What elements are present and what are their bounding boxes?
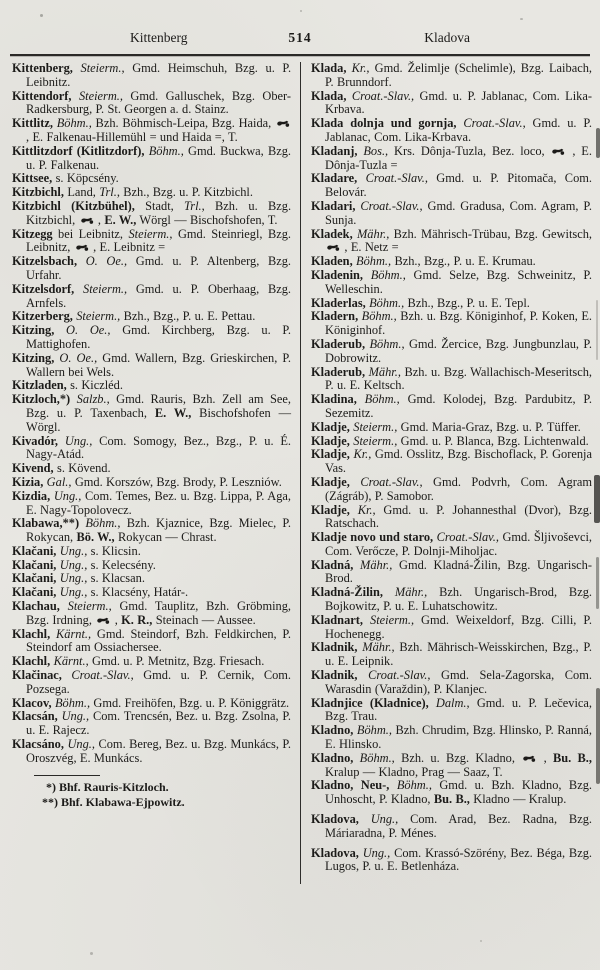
gazetteer-entry — [12, 669, 291, 697]
entry-text: Com. Trencsén, Bez. u. Bzg. Zsolna, P. u. E. Rajecz. — [26, 709, 292, 738]
entry-headword: Kladerlas, — [311, 295, 366, 310]
posthorn-icon — [276, 119, 290, 128]
entry-text: , E. Falkenau-Hillemühl = und Haida =, T. — [26, 129, 238, 144]
entry-headword: Kladerub, — [311, 336, 366, 351]
gazetteer-entry — [311, 338, 592, 366]
entry-headword: Bu. B., — [433, 792, 470, 807]
scan-artifact — [594, 475, 600, 523]
entry-region: Ung., — [358, 845, 391, 860]
entry-text: Gmd. u. P. Oberhaag, Bzg. Arnfels. — [26, 281, 292, 310]
gazetteer-entry — [12, 324, 291, 352]
entry-region: Ung., — [50, 488, 82, 503]
entry-region: Trl. — [99, 185, 117, 200]
entry-text: Gmd. Želimlje (Schelimle), Bzg. Laibach, P. Brunndorf. — [325, 61, 592, 89]
gazetteer-entry — [12, 586, 291, 600]
entry-text: Com. Somogy, Bez., Bzg., P. u. É. Nagy-Atád. — [26, 433, 292, 462]
entry-headword: Kladje, — [311, 419, 350, 434]
gazetteer-entry — [12, 490, 291, 518]
entry-headword: Kittendorf, — [12, 88, 72, 103]
entry-text: Gmd. u. P. Jablanac, Com. Lika-Krbava. — [325, 116, 592, 144]
gazetteer-entry — [311, 269, 592, 297]
entry-region: Ung., — [56, 571, 88, 586]
entry-region: Böhm., — [144, 143, 184, 158]
entry-region: Böhm., — [353, 750, 395, 765]
entry-text: Gmd. u. P. Pitomača, Com. Belovár. — [325, 171, 592, 200]
entry-text: Kralup — Kladno, Prag — Saaz, T. — [325, 764, 503, 779]
entry-text: s. Klacsan. — [87, 571, 145, 586]
gazetteer-entry — [311, 559, 592, 587]
entry-text: Gmd. Žercice, Bzg. Jungbunzlau, P. Dobrowitz. — [325, 336, 592, 365]
gazetteer-entry — [311, 145, 592, 173]
entry-text: Gmd. Freihöfen, Bzg. u. P. Königgrätz. — [90, 695, 290, 710]
gazetteer-entry — [311, 435, 592, 449]
entry-region: Steierm., — [349, 433, 398, 448]
entry-region: Böhm., — [363, 267, 406, 282]
entry-text: Gmd. u. P. Cernik, Com. Pozsega. — [26, 668, 292, 696]
gazetteer-entry — [311, 614, 592, 642]
entry-region: Ung., — [56, 543, 88, 558]
entry-region: Kärnt., — [50, 654, 89, 669]
entry-region: Ung., — [58, 433, 93, 448]
gazetteer-entry — [311, 476, 592, 504]
entry-text: Gmd. u. P. Jablanac, Com. Lika-Krbava. — [325, 88, 592, 117]
entry-region: Böhm., — [51, 695, 91, 710]
entry-headword: Kladen, — [311, 254, 353, 269]
entry-region: Kärnt., — [50, 626, 92, 641]
entry-headword: Kizdia, — [12, 488, 51, 503]
gazetteer-entry — [311, 779, 592, 807]
entry-headword: Kitzelsbach, — [12, 254, 78, 269]
entry-text: , E. Leibnitz = — [93, 240, 166, 255]
entry-text: Gmd. Tauplitz, Bzh. Gröbming, Bzg. Irdning, — [26, 599, 292, 627]
entry-headword: Kitzing, — [12, 350, 55, 365]
running-head — [12, 30, 588, 48]
entry-region: Dalm., — [428, 695, 470, 710]
gazetteer-entry — [12, 186, 291, 200]
scan-artifact — [596, 300, 598, 360]
gazetteer-entry — [12, 476, 291, 490]
entry-headword: E. W., — [154, 405, 192, 420]
entry-region: Böhm., — [365, 336, 405, 351]
entry-text: Com. Krassó-Szörény, Bez. Béga, Bzg. Lugos, P. u. E. Betlenháza. — [325, 845, 592, 874]
entry-text: Gmd. Heimschuh, Bzg. u. P. Leibnitz. — [26, 61, 292, 89]
entry-region: Croat.-Slav., — [433, 530, 499, 545]
gazetteer-entry — [12, 379, 291, 393]
gazetteer-entry — [12, 255, 291, 283]
entry-text: Gmd. u. P. Metnitz, Bzg. Friesach. — [88, 654, 265, 669]
gazetteer-entry — [12, 228, 291, 256]
entry-region: Croat.-Slav., — [456, 116, 526, 131]
entry-headword: Kitzing, — [12, 323, 55, 338]
entry-text: Gmd. u. P. Blanca, Bzg. Lichtenwald. — [397, 433, 589, 448]
posthorn-icon — [522, 754, 536, 763]
entry-headword: Bu. B., — [552, 750, 592, 765]
entry-text: Gmd. Podvrh, Com. Agram (Zágráb), P. Samobor. — [325, 474, 593, 503]
entry-text: Kladno — Kralup. — [469, 792, 567, 807]
gazetteer-entry — [311, 504, 592, 532]
entry-text: s. Klacsény, Határ-. — [87, 585, 189, 600]
entry-region: Mähr., — [382, 585, 428, 600]
entry-headword: Klačani, — [12, 571, 57, 586]
entry-region: Böhm., — [353, 723, 392, 738]
gazetteer-entry — [311, 90, 592, 118]
posthorn-icon — [75, 243, 89, 252]
entry-headword: Klačani, — [12, 585, 57, 600]
entry-region: Salzb., — [70, 392, 110, 407]
entry-region: Steierm., — [74, 281, 128, 296]
entry-headword: Kladek, — [311, 226, 353, 241]
entry-text: Gmd. u. P. Lečevica, Bzg. Trau. — [325, 695, 592, 724]
entry-region: Böhm., — [389, 778, 432, 793]
entry-text: Gmd. Sela-Zagorska, Com. Warasdin (Varaždin), P. Klanjec. — [325, 668, 592, 696]
entry-headword: Kladanj, — [311, 143, 358, 158]
gazetteer-entry — [311, 531, 592, 559]
entry-text: s. Kelecsény. — [87, 557, 156, 572]
entry-headword: Kittlitzdorf (Kitlitzdorf), — [12, 143, 145, 158]
entry-headword: Klachl, — [12, 626, 51, 641]
gazetteer-entry — [12, 517, 291, 545]
entry-headword: *) Bhf. Rauris-Kitzloch. — [46, 780, 169, 795]
scan-artifact — [596, 128, 600, 158]
entry-headword: Klada dolnja und gornja, — [311, 116, 457, 131]
entry-headword: Kladje, — [311, 502, 350, 517]
entry-text: bei Leibnitz, — [52, 226, 129, 241]
entry-headword: Kladina, — [311, 392, 357, 407]
gazetteer-entry — [12, 572, 291, 586]
entry-region: Steierm., — [71, 88, 123, 103]
entry-text: Gmd. Maria-Graz, Bzg. u. P. Tüffer. — [397, 419, 581, 434]
entry-headword: Kitzbichl, — [12, 185, 64, 200]
entry-headword: Kitzloch,*) — [12, 392, 71, 407]
entry-headword: Kittenberg, — [12, 61, 73, 75]
entry-headword: Kladje novo und staro, — [311, 530, 434, 545]
entry-headword: Kladova, — [311, 845, 359, 860]
gazetteer-entry — [311, 697, 592, 725]
entry-region: Böhm., — [352, 254, 392, 269]
entry-region: Böhm., — [52, 116, 92, 131]
entry-region: Böhm., — [365, 295, 405, 310]
entry-text: Bzh., Bzg., P. u. E. Tepl. — [404, 295, 530, 310]
entry-headword: Kladnart, — [311, 612, 363, 627]
entry-region: Croat.-Slav., — [355, 198, 423, 213]
scan-artifact — [90, 952, 93, 955]
entry-text: Gmd. Osslitz, Bzg. Bischoflack, P. Gorenja Vas. — [325, 447, 592, 476]
entry-headword: Klacov, — [12, 695, 52, 710]
scan-artifact — [520, 18, 523, 20]
entry-region: Mähr., — [352, 226, 390, 241]
entry-text: Steinach — Aussee. — [152, 612, 256, 627]
entry-headword: Klacsáno, — [12, 737, 64, 752]
entry-headword: Kladare, — [311, 171, 358, 186]
entry-text: Land, — [63, 185, 100, 200]
entry-text: Gmd. Kolodej, Bzg. Pardubitz, P. Sezemitz. — [325, 392, 592, 420]
entry-region: Croat.-Slav., — [346, 88, 415, 103]
entry-text: Bzh. Böhmisch-Leipa, Bzg. Haida, — [91, 116, 276, 131]
entry-region: Croat.-Slav., — [357, 171, 428, 186]
gazetteer-entry — [311, 421, 592, 435]
entry-text: Bzh. Ungarisch-Brod, Bzg. Bojkowitz, P. u. E. Luhatschowitz. — [325, 585, 592, 614]
entry-headword: Klachl, — [12, 654, 51, 669]
gazetteer-entry — [311, 448, 592, 476]
entry-text: , Bzh., Bzg. u. P. Kitzbichl. — [116, 185, 253, 200]
entry-headword: Kladnjice (Kladnice), — [311, 695, 429, 710]
entry-region: Steierm., — [72, 309, 121, 324]
scan-artifact — [596, 557, 599, 609]
entry-headword: Kladern, — [311, 309, 359, 324]
entry-text: Rokycan — Chrast. — [114, 530, 217, 545]
entry-headword: Kladnik, — [311, 640, 358, 655]
entry-text: Gmd. Šljivoševci, Com. Verőcze, P. Dolnji-Miholjac. — [325, 530, 592, 558]
gazetteer-entry — [311, 117, 592, 145]
entry-region: Steierm., — [349, 419, 398, 434]
gazetteer-entry — [12, 545, 291, 559]
entry-text: , — [114, 612, 122, 627]
entry-region: Mähr., — [365, 364, 401, 379]
entry-headword: Bö. W., — [76, 530, 115, 545]
entry-text: Gmd. Weixeldorf, Bzg. Cilli, P. Hochenegg. — [325, 612, 592, 641]
entry-region: Mähr., — [357, 640, 395, 655]
scan-artifact — [480, 940, 482, 942]
entry-region: Kr., — [349, 447, 372, 462]
entry-text: s. Köpcsény. — [52, 171, 119, 186]
entry-headword: Kladno, — [311, 750, 354, 765]
entry-headword: Kladova, — [311, 812, 359, 827]
entry-text: Bischofshofen — Wörgl. — [26, 405, 292, 434]
gazetteer-entry — [311, 393, 592, 421]
entry-text: Bzh. Chrudim, Bzg. Hlinsko, P. Ranná, E. Hlinsko. — [325, 723, 592, 752]
entry-region: Böhm., — [79, 516, 121, 531]
entry-headword: Kitzladen, — [12, 378, 67, 393]
footnote — [42, 796, 291, 810]
entry-text: Wörgl — Bischofshofen, T. — [136, 212, 278, 227]
entry-text: , — [543, 750, 553, 765]
gazetteer-entry — [12, 435, 291, 463]
entry-text: Gmd. Galluschek, Bzg. Ober-Radkersburg, P. St. Georgen a. d. Stainz. — [26, 88, 292, 117]
gazetteer-entry — [12, 310, 291, 324]
gazetteer-entry — [311, 813, 592, 841]
gazetteer-entry — [12, 283, 291, 311]
entry-region: Kr., — [346, 61, 370, 75]
entry-text: , — [97, 212, 105, 227]
gazetteer-entry — [12, 90, 291, 118]
scan-artifact — [40, 14, 43, 17]
entry-region: Ung., — [63, 737, 95, 752]
gazetteer-entry — [12, 600, 291, 628]
entry-text: Bzh. Kjaznice, Bzg. Mielec, P. Rokycan, — [26, 516, 292, 545]
entry-text: Gmd. Kirchberg, Bzg. u. P. Mattighofen. — [26, 323, 292, 351]
gazetteer-entry — [12, 462, 291, 476]
entry-headword: Kitzegg — [12, 226, 53, 241]
entry-region: Steierm., — [128, 226, 173, 241]
entry-text: s. Kövend. — [53, 461, 111, 476]
entry-headword: Klada, — [311, 88, 347, 103]
gazetteer-entry — [12, 738, 291, 766]
footnote — [46, 781, 291, 795]
entry-headword: Kladná-Žilin, — [311, 585, 383, 600]
entry-text: Com. Bereg, Bez. u. Bzg. Munkács, P. Oroszvég, E. Munkács. — [26, 737, 292, 765]
entry-region: Croat.-Slav., — [357, 668, 431, 683]
entry-region: O. Oe., — [54, 323, 111, 338]
entry-headword: Kitzerberg, — [12, 309, 73, 324]
gazetteer-entry — [311, 641, 592, 669]
entry-region: Gal., — [43, 474, 72, 489]
gazetteer-entry — [12, 200, 291, 228]
entry-headword: Klačinac, — [12, 668, 62, 683]
entry-region: Trl. — [184, 198, 202, 213]
entry-text: Bzh., Bzg., P. u. E. Krumau. — [391, 254, 536, 269]
scan-artifact — [596, 688, 600, 784]
entry-region: Steierm., — [72, 61, 125, 75]
entry-text: Gmd. u. P. Altenberg, Bzg. Urfahr. — [26, 254, 292, 282]
entry-headword: Klada, — [311, 61, 347, 75]
entry-headword: Kitzbichl (Kitzbühel), — [12, 198, 135, 213]
entry-region: Steierm., — [59, 599, 112, 614]
entry-headword: Kladje, — [311, 447, 350, 462]
gazetteer-entry — [311, 586, 592, 614]
entry-headword: Kittlitz, — [12, 116, 53, 131]
gazetteer-entry — [311, 752, 592, 780]
gazetteer-entry — [311, 228, 592, 256]
gazetteer-entry — [311, 669, 592, 697]
entry-text: s. Klicsin. — [87, 543, 141, 558]
entry-headword: K. R., — [121, 612, 153, 627]
entry-headword: E. W., — [104, 212, 137, 227]
entry-headword: Kladná, — [311, 557, 354, 572]
gazetteer-entry — [12, 62, 291, 90]
column-divider-rule — [300, 62, 301, 884]
entry-headword: Kivend, — [12, 461, 54, 476]
footnote-rule — [34, 775, 100, 777]
entry-region: Ung., — [358, 812, 399, 827]
text-columns — [12, 62, 592, 970]
entry-text: s. Kiczléd. — [66, 378, 123, 393]
entry-text: Gmd. Steinriegl, Bzg. Leibnitz, — [26, 226, 292, 255]
gazetteer-entry — [12, 145, 291, 173]
entry-text: Bzh. Mährisch-Trübau, Bzg. Gewitsch, — [389, 226, 593, 241]
footnote-block — [12, 775, 291, 810]
posthorn-icon — [326, 243, 340, 252]
entry-text: , Bzh. u. Bzg. Kitzbichl, — [26, 198, 292, 227]
entry-text: Bzh., Bzg., P. u. E. Pettau. — [120, 309, 256, 324]
entry-headword: Kladerub, — [311, 364, 366, 379]
gazetteer-entry — [12, 628, 291, 656]
gazetteer-entry — [311, 62, 592, 90]
entry-text: Gmd. Gradusa, Com. Agram, P. Sunja. — [325, 198, 593, 227]
gazetteer-entry — [311, 297, 592, 311]
scan-artifact — [300, 10, 302, 12]
entry-text: Com. Temes, Bez. u. Bzg. Lippa, P. Aga, E. Nagy-Topolovecz. — [26, 488, 292, 517]
entry-region: Bos., — [357, 143, 389, 158]
entry-headword: Klačani, — [12, 543, 57, 558]
entry-text: Stadt, — [134, 198, 185, 213]
gazetteer-entry — [311, 200, 592, 228]
entry-text: Bzh. u. Bzg. Königinhof, P. Koken, E. Königinhof. — [325, 309, 592, 338]
entry-headword: **) Bhf. Klabawa-Ejpowitz. — [42, 794, 185, 809]
page-number: 514 — [288, 30, 312, 45]
right-column — [311, 62, 592, 970]
entry-text: Bzh. u. Bzg. Kladno, — [394, 750, 522, 765]
gazetteer-entry — [12, 117, 291, 145]
entry-headword: Kladno, Neu-, — [311, 778, 390, 793]
entry-headword: Kladje, — [311, 433, 350, 448]
running-head-left: Kittenberg — [130, 30, 188, 45]
entry-region: Croat.-Slav., — [349, 474, 423, 489]
running-head-right: Kladova — [424, 30, 470, 45]
entry-headword: Klachau, — [12, 599, 60, 614]
entry-region: O. Oe., — [54, 350, 98, 365]
gazetteer-entry — [12, 655, 291, 669]
entry-region: Mähr., — [353, 557, 393, 572]
entry-text: Krs. Dônja-Tuzla, Bez. loco, — [388, 143, 551, 158]
entry-headword: Kladari, — [311, 198, 356, 213]
entry-text: , E. Netz = — [344, 240, 399, 255]
entry-text: Gmd. Buckwa, Bzg. u. P. Falkenau. — [26, 143, 292, 172]
gazetteer-entry — [12, 393, 291, 434]
entry-region: Böhm., — [356, 392, 400, 407]
gazetteer-entry — [311, 255, 592, 269]
entry-text: Gmd. Steindorf, Bzh. Feldkirchen, P. Steindorf am Ossiachersee. — [26, 626, 292, 655]
gazetteer-entry — [311, 172, 592, 200]
posthorn-icon — [96, 616, 110, 625]
entry-headword: Kladnik, — [311, 668, 358, 683]
entry-region: Kr., — [349, 502, 376, 517]
entry-region: Ung., — [56, 585, 88, 600]
entry-text: Com. Arad, Bez. Radna, Bzg. Máriaradna, P. Ménes. — [325, 812, 592, 840]
entry-region: Steierm., — [363, 612, 415, 627]
header-rule — [10, 54, 590, 56]
entry-text: Gmd. Rauris, Bzh. Zell am See, Bzg. u. P. Taxenbach, — [26, 392, 292, 420]
entry-headword: Klačani, — [12, 557, 57, 572]
entry-headword: Kivadór, — [12, 433, 59, 448]
gazetteer-entry — [12, 352, 291, 380]
entry-text: Gmd. u. P. Johannesthal (Dvor), Bzg. Ratschach. — [325, 502, 592, 531]
entry-region: Ung., — [57, 709, 90, 724]
entry-region: O. Oe., — [77, 254, 128, 269]
gazetteer-entry — [311, 847, 592, 875]
entry-headword: Klacsán, — [12, 709, 58, 724]
entry-region: Böhm., — [358, 309, 397, 324]
gazetteer-entry — [311, 724, 592, 752]
gazetteer-entry — [12, 710, 291, 738]
entry-text: , E. Dônja-Tuzla = — [325, 143, 592, 172]
left-column — [12, 62, 291, 970]
gazetteer-entry — [311, 310, 592, 338]
entry-text: Gmd. u. Bzh. Kladno, Bzg. Unhoscht, P. Kladno, — [325, 778, 592, 807]
gazetteer-entry — [12, 172, 291, 186]
entry-text: Gmd. Kladná-Žilin, Bzg. Ungarisch-Brod. — [325, 557, 593, 586]
entry-region: Croat.-Slav., — [61, 668, 134, 683]
entry-text: Bzh. Mährisch-Weisskirchen, Bzg., P. u. E. Leipnik. — [325, 640, 592, 669]
entry-headword: Kitzelsdorf, — [12, 281, 75, 296]
entry-headword: Kizia, — [12, 474, 44, 489]
entry-region: Ung., — [56, 557, 88, 572]
gazetteer-entry — [311, 366, 592, 394]
entry-headword: Klabawa,**) — [12, 516, 80, 531]
entry-headword: Kladenin, — [311, 267, 364, 282]
gazetteer-entry — [12, 697, 291, 711]
entry-headword: Kladje, — [311, 474, 350, 489]
posthorn-icon — [551, 147, 565, 156]
posthorn-icon — [80, 216, 94, 225]
entry-text: Gmd. Wallern, Bzg. Grieskirchen, P. Wallern bei Wels. — [26, 350, 292, 379]
entry-text: Bzh. u. Bzg. Wallachisch-Meseritsch, P. u. E. Keltsch. — [325, 364, 592, 393]
entry-headword: Kladno, — [311, 723, 354, 738]
entry-text: Gmd. Selze, Bzg. Schweinitz, P. Welleschin. — [325, 267, 592, 296]
entry-text: Gmd. Korszów, Bzg. Brody, P. Leszniów. — [71, 474, 282, 489]
gazetteer-entry — [12, 559, 291, 573]
entry-headword: Kittsee, — [12, 171, 53, 186]
